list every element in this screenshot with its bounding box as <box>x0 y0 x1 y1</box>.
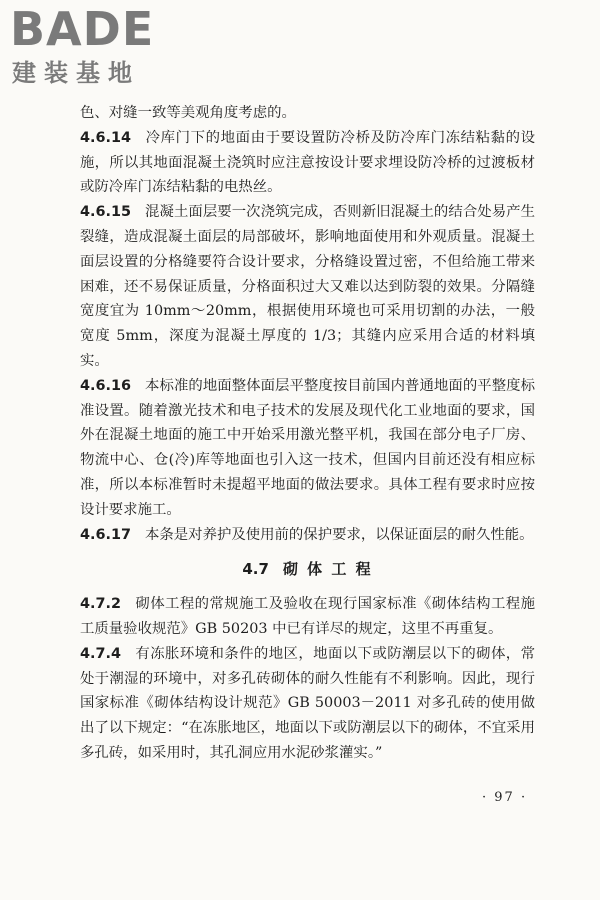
section-title: 砌 体 工 程 <box>282 560 373 579</box>
page-number: · 97 · <box>482 790 528 805</box>
clause-4-6-17 <box>80 523 535 548</box>
paragraph-text: 色、对缝一致等美观角度考虑的。 <box>80 105 296 121</box>
bade-logo <box>10 2 180 87</box>
clause-number: 4.6.15 <box>80 204 131 221</box>
clause-text: 冷库门下的地面由于要设置防冷桥及防冷库门冻结粘黏的设施，所以其地面混凝土浇筑时应注意按设计要求埋设防冷桥的过渡板材或防冷库门冻结粘黏的电热丝。 <box>80 129 535 196</box>
clause-number: 4.7.2 <box>80 596 121 613</box>
clause-4-6-14 <box>80 126 535 200</box>
paragraph-continued <box>80 101 535 126</box>
clause-number: 4.6.16 <box>80 377 131 394</box>
clause-text: 本条是对养护及使用前的保护要求，以保证面层的耐久性能。 <box>145 526 534 543</box>
logo-subtitle: 建装基地 <box>12 59 140 87</box>
logo-wordmark: BADE <box>10 2 155 56</box>
clause-4-7-2 <box>80 592 535 642</box>
clause-text: 本标准的地面整体面层平整度按目前国内普通地面的平整度标准设置。随着激光技术和电子技术的发展及现代化工业地面的要求，国外在混凝土地面的施工中开始采用激光整平机，我国在部分电子厂房、物流中心、仓(冷)库等地面也引入这一技术，但国内目前还没有相应标准，所以本标准暂时未提超平地面的做法要求。具体工程有要求时应按设计要求施工。 <box>80 377 535 518</box>
section-heading <box>80 557 535 582</box>
clause-text: 有冻胀环境和条件的地区，地面以下或防潮层以下的砌体，常处于潮湿的环境中，对多孔砖砌体的耐久性能有不利影响。因此，现行国家标准《砌体结构设计规范》GB 50003－2011 对多孔砖的使用做出了以下规定：“在冻胀地区，地面以下或防潮层以下的砌体，不宜采用多孔砖，如采用时，其孔洞应用水泥砂浆灌实。” <box>80 645 535 761</box>
clause-4-6-15 <box>80 200 535 374</box>
clause-text: 砌体工程的常规施工及验收在现行国家标准《砌体结构工程施工质量验收规范》GB 50203 中已有详尽的规定，这里不再重复。 <box>80 596 535 637</box>
clause-number: 4.7.4 <box>80 645 121 662</box>
clause-number: 4.6.14 <box>80 129 131 146</box>
section-number: 4.7 <box>242 560 269 579</box>
clause-text: 混凝土面层要一次浇筑完成，否则新旧混凝土的结合处易产生裂缝，造成混凝土面层的局部破坏，影响地面使用和外观质量。混凝土面层设置的分格缝要符合设计要求，分格缝设置过密，不但给施工带来困难，还不易保证质量，分格面积过大又难以达到防裂的效果。分隔缝宽度宜为 10mm～20mm，根据使用环境也可采用切割的办法，一般宽度 5mm，深度为混凝土厚度的 1/3；其缝内应采用合适的材料填实。 <box>80 204 535 369</box>
clause-number: 4.6.17 <box>80 526 131 543</box>
clause-4-7-4 <box>80 642 535 766</box>
page-body <box>80 101 535 766</box>
clause-4-6-16 <box>80 374 535 523</box>
